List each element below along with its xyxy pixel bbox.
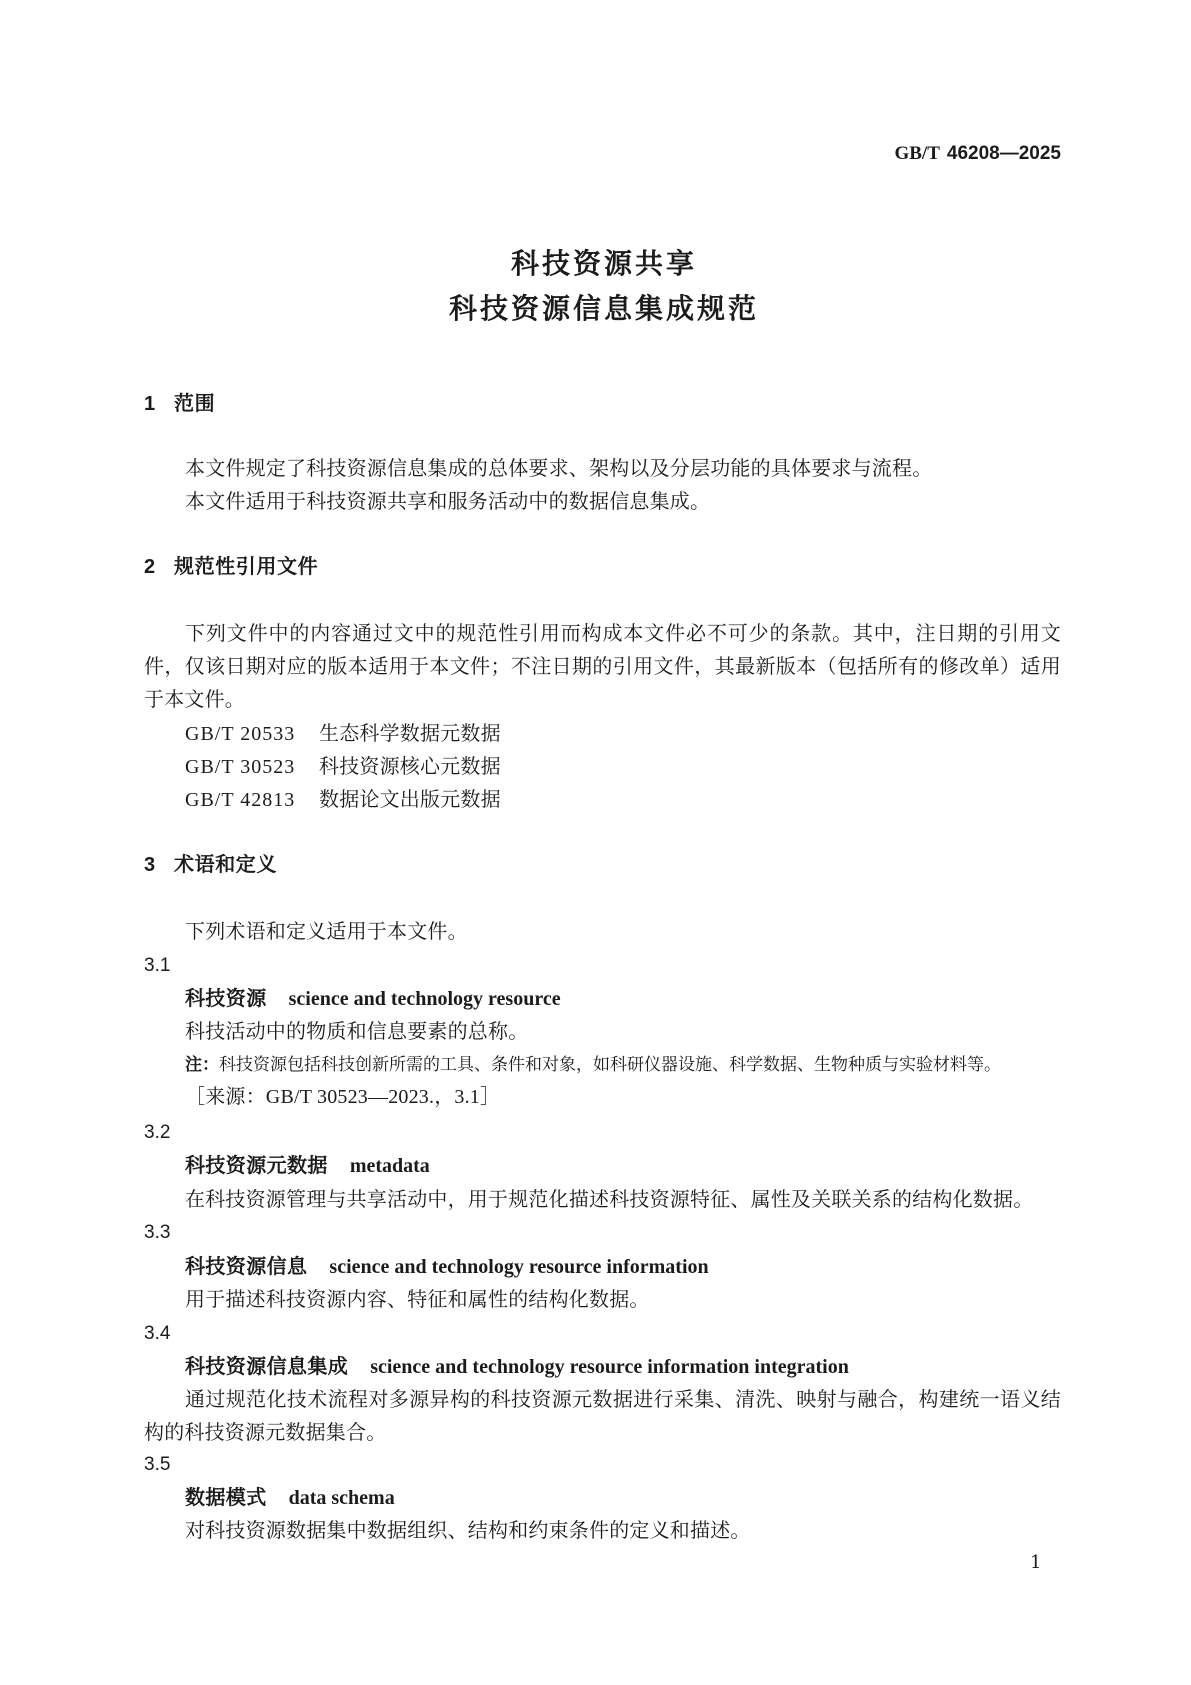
term-chinese: 数据模式 bbox=[185, 1487, 267, 1509]
title-line-2: 科技资源信息集成规范 bbox=[448, 293, 759, 324]
term-english: metadata bbox=[349, 1155, 430, 1177]
term-chinese: 科技资源信息 bbox=[185, 1256, 308, 1278]
reference-item bbox=[185, 717, 501, 751]
term-number: 3.1 bbox=[144, 955, 171, 976]
section-title: 术语和定义 bbox=[174, 854, 277, 876]
term-note bbox=[185, 1048, 1001, 1082]
standard-code-header bbox=[144, 139, 1061, 168]
term-chinese: 科技资源信息集成 bbox=[185, 1356, 349, 1378]
term-definition: 对科技资源数据集中数据组织、结构和约束条件的定义和描述。 bbox=[185, 1518, 751, 1542]
term-number: 3.5 bbox=[144, 1454, 171, 1475]
term-number: 3.2 bbox=[144, 1122, 171, 1143]
term-english: science and technology resource bbox=[288, 988, 561, 1010]
term-definition: 科技活动中的物质和信息要素的总称。 bbox=[185, 1019, 529, 1043]
term-heading bbox=[185, 1481, 395, 1515]
term-definition: 用于描述科技资源内容、特征和属性的结构化数据。 bbox=[185, 1287, 650, 1311]
scope-paragraph: 本文件适用于科技资源共享和服务活动中的数据信息集成。 bbox=[185, 489, 711, 513]
title-line-1: 科技资源共享 bbox=[510, 248, 697, 279]
section-number: 2 bbox=[144, 556, 156, 578]
section-heading-terms bbox=[144, 849, 277, 882]
term-chinese: 科技资源元数据 bbox=[185, 1155, 328, 1177]
term-number: 3.4 bbox=[144, 1323, 171, 1344]
term-definition: 通过规范化技术流程对多源异构的科技资源元数据进行采集、清洗、映射与融合，构建统一语义结构的科技资源元数据集合。 bbox=[144, 1387, 1061, 1444]
standard-code-prefix: GB/T bbox=[894, 143, 940, 164]
section-title: 范围 bbox=[174, 393, 216, 415]
standard-code-number: 46208—2025 bbox=[946, 143, 1061, 164]
note-text: 科技资源包括科技创新所需的工具、条件和对象，如科研仪器设施、科学数据、生物种质与实验材料等。 bbox=[219, 1055, 1001, 1075]
term-heading bbox=[185, 1350, 849, 1384]
reference-item bbox=[185, 750, 501, 784]
page-number: 1 bbox=[1030, 1552, 1042, 1573]
term-chinese: 科技资源 bbox=[185, 988, 267, 1010]
reference-code: GB/T 42813 bbox=[185, 789, 296, 811]
term-english: data schema bbox=[288, 1487, 395, 1509]
reference-code: GB/T 30523 bbox=[185, 756, 296, 778]
term-source: ［来源：GB/T 30523—2023.，3.1］ bbox=[185, 1086, 501, 1108]
section-heading-scope bbox=[144, 388, 215, 421]
section-heading-normative-references bbox=[144, 551, 318, 584]
section-number: 3 bbox=[144, 854, 156, 876]
note-label: 注： bbox=[185, 1055, 219, 1074]
reference-title: 科技资源核心元数据 bbox=[319, 754, 501, 778]
term-heading bbox=[185, 1149, 430, 1183]
reference-item bbox=[185, 783, 501, 817]
reference-title: 数据论文出版元数据 bbox=[319, 787, 501, 811]
term-english: science and technology resource information integration bbox=[370, 1356, 849, 1378]
document-title bbox=[144, 241, 1061, 331]
term-heading bbox=[185, 982, 561, 1016]
term-heading bbox=[185, 1250, 709, 1284]
normative-references-intro: 下列文件中的内容通过文中的规范性引用而构成本文件必不可少的条款。其中，注日期的引用文件，仅该日期对应的版本适用于本文件；不注日期的引用文件，其最新版本（包括所有的修改单）适用于本文件。 bbox=[144, 621, 1061, 711]
section-number: 1 bbox=[144, 393, 156, 415]
terms-intro: 下列术语和定义适用于本文件。 bbox=[185, 919, 468, 943]
term-number: 3.3 bbox=[144, 1222, 171, 1243]
reference-code: GB/T 20533 bbox=[185, 723, 296, 745]
term-english: science and technology resource information bbox=[329, 1256, 709, 1278]
scope-paragraph: 本文件规定了科技资源信息集成的总体要求、架构以及分层功能的具体要求与流程。 bbox=[185, 456, 933, 480]
reference-title: 生态科学数据元数据 bbox=[319, 721, 501, 745]
term-definition: 在科技资源管理与共享活动中，用于规范化描述科技资源特征、属性及关联关系的结构化数据。 bbox=[185, 1187, 1034, 1211]
section-title: 规范性引用文件 bbox=[174, 556, 319, 578]
